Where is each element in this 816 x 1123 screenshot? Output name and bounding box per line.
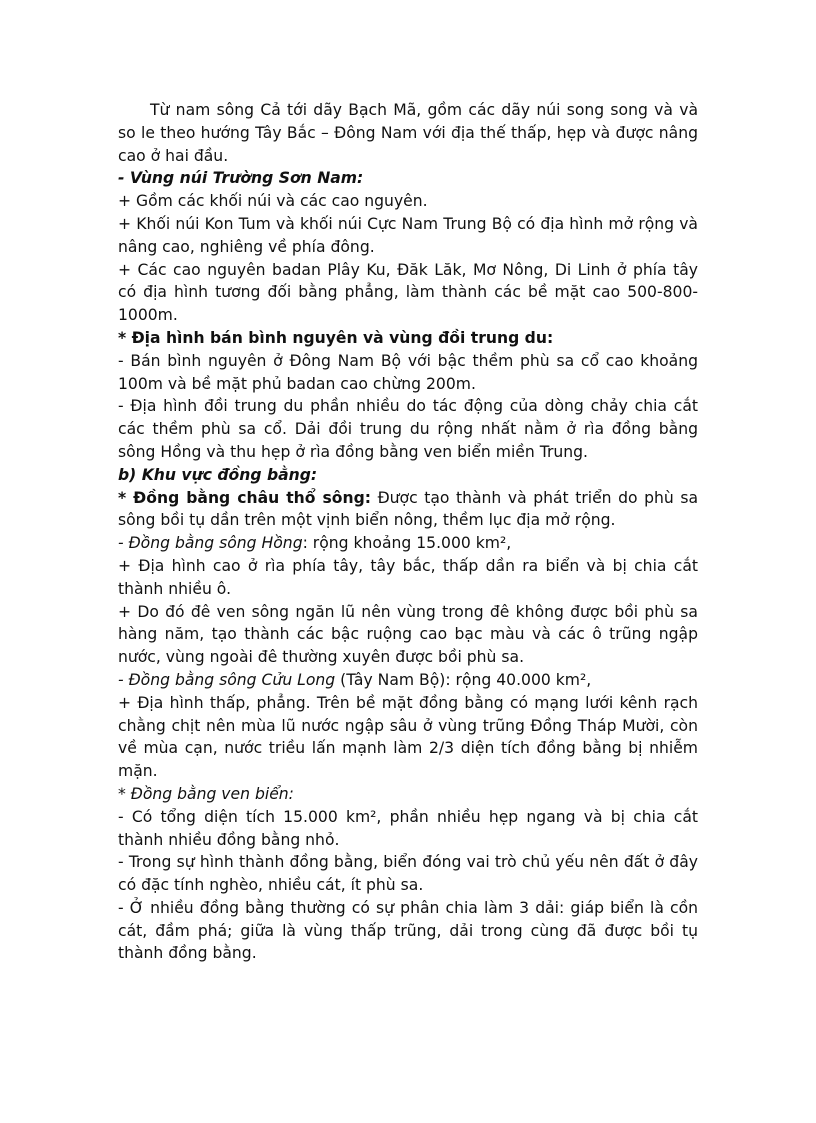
document-body [118,99,698,965]
heading-ban-binh-nguyen: * Địa hình bán bình nguyên và vùng đồi trung du: [118,328,554,347]
inline-heading: * Đồng bằng châu thổ sông: [118,488,372,507]
paragraph: + Khối núi Kon Tum và khối núi Cực Nam Trung Bộ có địa hình mở rộng và nâng cao, nghiêng về phía đông. [118,214,698,256]
paragraph-text: (Tây Nam Bộ): rộng 40.000 km², [335,670,592,689]
paragraph: + Do đó đê ven sông ngăn lũ nên vùng trong đê không được bồi phù sa hàng năm, tạo thành các bậc ruộng cao bạc màu và các ô trũng ngập nước, vùng ngoài đê thường xuyên được bồi phù sa. [118,602,698,667]
intro-paragraph: Từ nam sông Cả tới dãy Bạch Mã, gồm các dãy núi song song và và so le theo hướng Tây Bắc – Đông Nam với địa thế thấp, hẹp và được nâng cao ở hai đầu. [118,101,698,165]
paragraph-cuu-long [118,669,698,692]
paragraph-text: Được tạo thành và phát triển do phù sa sông bồi tụ dần trên một vịnh biển nông, thềm lục địa mở rộng. [118,488,699,530]
inline-heading: - Đồng bằng sông Cửu Long [118,670,336,689]
paragraph-song-hong [118,532,698,555]
paragraph: + Địa hình cao ở rìa phía tây, tây bắc, thấp dần ra biển và bị chia cắt thành nhiều ô. [118,556,698,598]
paragraph: - Trong sự hình thành đồng bằng, biển đóng vai trò chủ yếu nên đất ở đây có đặc tính nghèo, nhiều cát, ít phù sa. [118,853,698,895]
paragraph: + Các cao nguyên badan Plây Ku, Đăk Lăk, Mơ Nông, Di Linh ở phía tây có địa hình tương đối bằng phẳng, làm thành các bề mặt cao 500-800-1000m. [118,260,698,325]
paragraph: + Gồm các khối núi và các cao nguyên. [118,192,428,211]
paragraph: + Địa hình thấp, phẳng. Trên bề mặt đồng bằng có mạng lưới kênh rạch chằng chịt nên mùa lũ nước ngập sâu ở vùng trũng Đồng Tháp Mười, còn về mùa cạn, nước triều lấn mạnh làm 2/3 diện tích đồng bằng bị nhiễm mặn. [118,693,698,781]
paragraph: - Địa hình đồi trung du phần nhiều do tác động của dòng chảy chia cắt các thềm phù sa cổ. Dải đồi trung du rộng nhất nằm ở rìa đồng bằng sông Hồng và thu hẹp ở rìa đồng bằng ven biển miền Trung. [118,397,698,461]
paragraph: - Bán bình nguyên ở Đông Nam Bộ với bậc thềm phù sa cổ cao khoảng 100m và bề mặt phủ badan cao chừng 200m. [118,351,698,393]
heading-dong-bang-ven-bien: * Đồng bằng ven biển: [118,784,294,803]
paragraph: - Có tổng diện tích 15.000 km², phần nhiều hẹp ngang và bị chia cắt thành nhiều đồng bằng nhỏ. [118,807,698,849]
heading-khu-vuc-dong-bang: b) Khu vực đồng bằng: [118,465,318,484]
paragraph-dong-bang-chau-tho [118,487,698,533]
heading-truong-son-nam: - Vùng núi Trường Sơn Nam: [118,169,364,188]
paragraph: - Ở nhiều đồng bằng thường có sự phân chia làm 3 dải: giáp biển là cồn cát, đầm phá; giữa là vùng thấp trũng, dải trong cùng đã được bồi tụ thành đồng bằng. [118,898,698,963]
inline-heading: - Đồng bằng sông Hồng [118,534,303,553]
paragraph-text: : rộng khoảng 15.000 km², [302,534,512,553]
